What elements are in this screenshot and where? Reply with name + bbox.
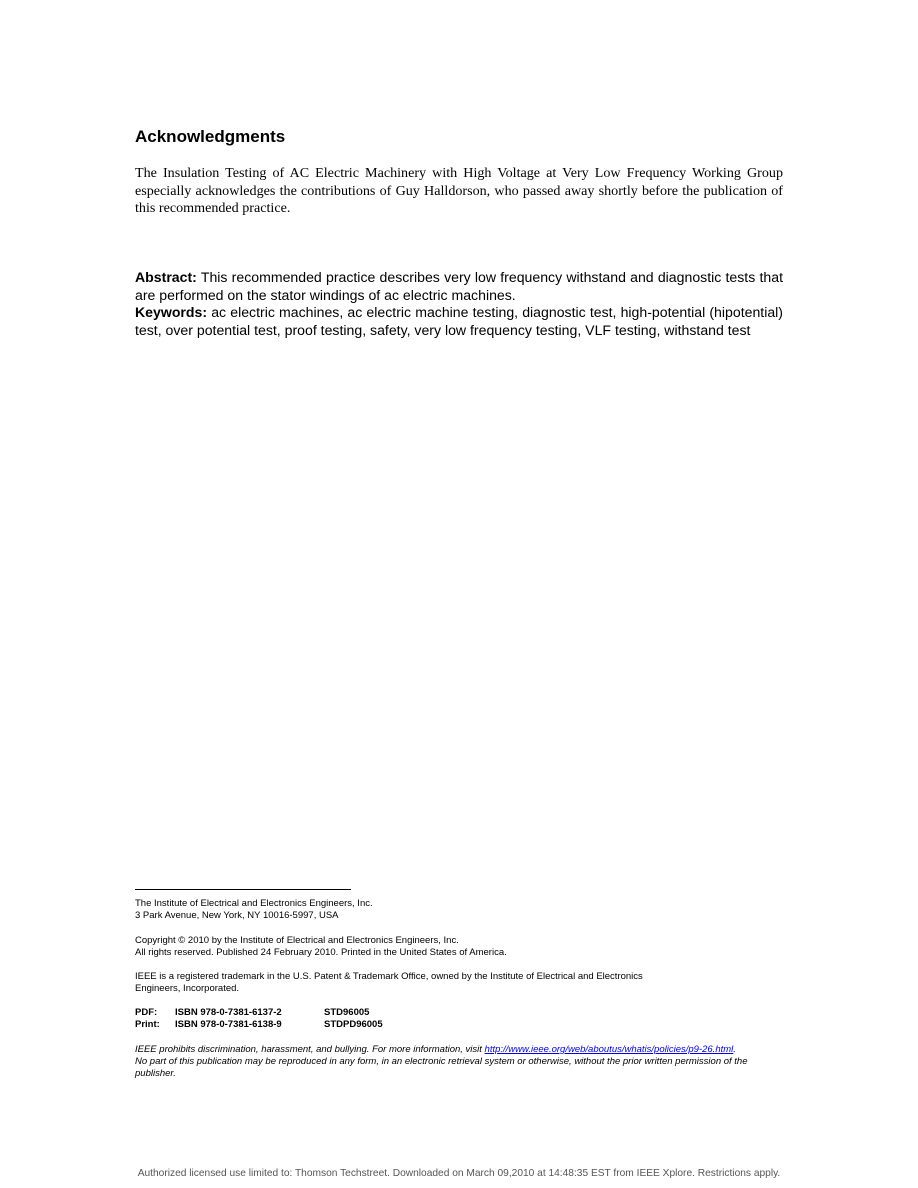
abstract-label: Abstract: (135, 269, 197, 285)
isbn-code: STDPD96005 (324, 1019, 383, 1031)
keywords-label: Keywords: (135, 304, 208, 320)
footnote-divider (135, 889, 351, 890)
legal-notice (135, 1044, 787, 1081)
copyright-line: Copyright © 2010 by the Institute of Electrical and Electronics Engineers, Inc. (135, 935, 459, 946)
trademark-notice (135, 971, 795, 995)
abstract-block (135, 269, 783, 339)
legal-paragraph (135, 1044, 787, 1056)
keywords-paragraph (135, 304, 783, 339)
isbn-table (135, 1007, 795, 1031)
isbn-row-pdf (135, 1007, 795, 1019)
isbn-code: STD96005 (324, 1007, 370, 1018)
policy-link[interactable]: http://www.ieee.org/web/aboutus/whatis/policies/p9-26.html (484, 1044, 734, 1055)
legal-prefix: IEEE prohibits discrimination, harassment, and bullying. For more information, visit (135, 1044, 485, 1055)
acknowledgments-heading: Acknowledgments (135, 127, 286, 146)
publisher-address (135, 898, 795, 922)
isbn-format: PDF: (135, 1007, 158, 1018)
legal-suffix: . (733, 1044, 736, 1055)
trademark-line: IEEE is a registered trademark in the U.S. Patent & Trademark Office, owned by the Institute of Electrical and Electronics (135, 971, 643, 982)
reproduction-notice: No part of this publication may be reproduced in any form, in an electronic retrieval system or otherwise, without the prior written permission of the publisher. (135, 1056, 748, 1080)
isbn-format: Print: (135, 1019, 160, 1031)
isbn-row-print (135, 1019, 795, 1031)
publisher-street: 3 Park Avenue, New York, NY 10016-5997, USA (135, 910, 339, 922)
abstract-paragraph (135, 269, 783, 304)
isbn-number: ISBN 978-0-7381-6138-9 (175, 1019, 282, 1031)
authorized-use-notice: Authorized licensed use limited to: Thomson Techstreet. Downloaded on March 09,2010 at 14:48:35 EST from IEEE Xplore. Restrictions apply. (137, 1168, 781, 1179)
rights-line: All rights reserved. Published 24 February 2010. Printed in the United States of America. (135, 947, 507, 959)
publisher-name: The Institute of Electrical and Electronics Engineers, Inc. (135, 898, 373, 909)
trademark-line-cont: Engineers, Incorporated. (135, 983, 240, 995)
isbn-number: ISBN 978-0-7381-6137-2 (175, 1007, 282, 1018)
abstract-text: This recommended practice describes very low frequency withstand and diagnostic tests that are performed on the stator windings of ac electric machines. (135, 269, 783, 303)
copyright-notice (135, 935, 795, 959)
keywords-text: ac electric machines, ac electric machine testing, diagnostic test, high-potential (hipotential) test, over potential test, proof testing, safety, very low frequency testing, VLF testing, withstand test (135, 304, 783, 338)
acknowledgments-text: The Insulation Testing of AC Electric Machinery with High Voltage at Very Low Frequency Working Group especially acknowledges the contributions of Guy Halldorson, who passed away shortly before the publication of this recommended practice. (135, 165, 783, 217)
